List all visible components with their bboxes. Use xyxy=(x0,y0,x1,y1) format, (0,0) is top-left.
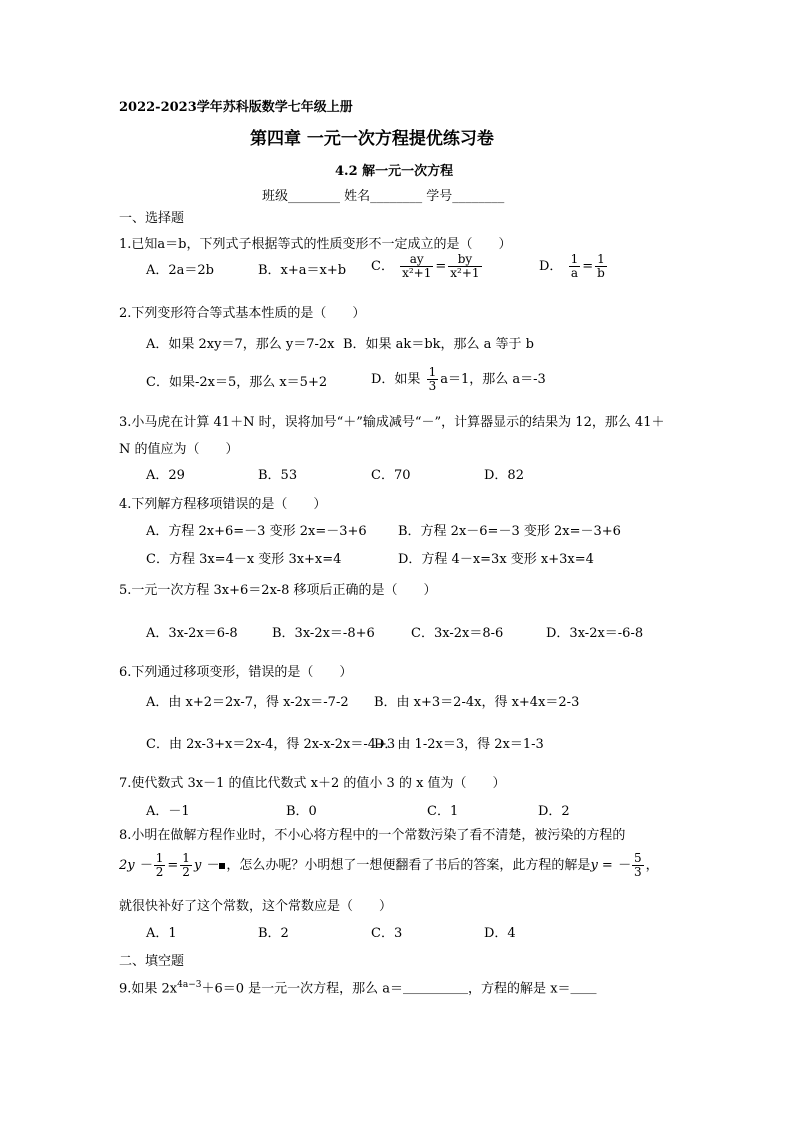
q4-option-b: B．方程 2x－6=－3 变形 2x=－3+6 xyxy=(398,524,621,539)
question-9-stem xyxy=(119,981,597,995)
q8-option-a: A．1 xyxy=(146,926,177,941)
question-1-stem: 1.已知a＝b，下列式子根据等式的性质变形不一定成立的是（ ） xyxy=(119,237,512,252)
q6-option-a: A．由 x+2＝2x-7，得 x-2x＝-7-2 xyxy=(146,695,349,710)
q1-option-c-label: C． xyxy=(371,259,394,275)
q2-option-c: C．如果-2x＝5，那么 x＝5+2 xyxy=(146,375,328,390)
section-heading-choice: 一、选择题 xyxy=(119,211,185,226)
section-title: 4.2 解一元一次方程 xyxy=(335,164,454,179)
numerator: ay xyxy=(400,253,433,267)
question-5-stem: 5.一元一次方程 3x+6＝2x-8 移项后正确的是（ ） xyxy=(119,583,437,598)
q2-option-a: A．如果 2xy＝7，那么 y＝7-2x xyxy=(146,337,335,352)
q6-option-d: D．由 1-2x＝3，得 2x＝1-3 xyxy=(374,737,544,752)
q8-option-b: B．2 xyxy=(258,926,289,941)
q6-option-b: B．由 x+3＝2-4x，得 x+4x＝2-3 xyxy=(374,695,580,710)
q1-option-d xyxy=(539,253,609,280)
ink-blot-icon xyxy=(219,863,225,869)
q3-option-b: B．53 xyxy=(258,468,298,483)
numerator: 1 xyxy=(155,851,164,865)
fraction xyxy=(595,253,607,280)
denominator: 2 xyxy=(182,865,190,880)
equation-part: 2y － xyxy=(119,858,152,874)
equation-part: y － xyxy=(193,858,219,874)
q7-option-b: B．0 xyxy=(286,804,317,819)
q4-option-a: A．方程 2x+6=－3 变形 2x=－3+6 xyxy=(146,524,367,539)
q5-option-a: A．3x-2x＝6-8 xyxy=(146,626,238,641)
fraction xyxy=(569,253,581,280)
numerator: 5 xyxy=(633,851,642,865)
numerator: 1 xyxy=(570,252,579,266)
question-3-stem-line1: 3.小马虎在计算 41＋N 时，误将加号“＋”输成减号“－”，计算器显示的结果为 12，那么 41＋ xyxy=(119,415,665,430)
q2-option-d xyxy=(371,366,546,393)
denominator: b xyxy=(597,266,605,281)
question-8-stem-line2: ，怎么办呢？小明想了一想便翻看了书后的答案，此方程的解是 xyxy=(226,858,591,874)
equals-sign: = xyxy=(167,858,179,874)
fraction xyxy=(154,852,166,879)
q2-option-b: B．如果 ak＝bk，那么 a 等于 b xyxy=(343,337,534,352)
solution-suffix: ， xyxy=(645,858,659,874)
q2-option-d-rest: a＝1，那么 a＝-3 xyxy=(440,372,546,388)
numerator: 1 xyxy=(595,253,607,267)
q5-option-c: C．3x-2x＝8-6 xyxy=(411,626,504,641)
question-4-stem: 4.下列解方程移项错误的是（ ） xyxy=(119,497,327,512)
question-9-start: 9.如果 2x xyxy=(119,981,178,997)
question-6-stem: 6.下列通过移项变形，错误的是（ ） xyxy=(119,665,353,680)
q7-option-a: A．－1 xyxy=(146,804,190,819)
student-info-line: 班级________ 姓名________ 学号________ xyxy=(262,189,505,204)
series-title: 2022-2023学年苏科版数学七年级上册 xyxy=(119,100,353,115)
solution-prefix: y = － xyxy=(590,858,630,874)
q6-option-c: C．由 2x-3+x＝2x-4，得 2x-x-2x＝-4+3 xyxy=(146,737,396,752)
question-9-end: ＋6＝0 是一元一次方程，那么 a＝＿＿＿＿＿，方程的解是 x＝＿＿ xyxy=(201,981,597,997)
question-8-stem-line1: 8.小明在做解方程作业时，不小心将方程中的一个常数污染了看不清楚，被污染的方程的 xyxy=(119,828,626,843)
question-3-stem-line2: N 的值应为（ ） xyxy=(119,442,239,457)
q7-option-d: D．2 xyxy=(538,804,570,819)
denominator: x²+1 xyxy=(450,266,480,281)
q1-option-a: A．2a＝2b xyxy=(146,263,215,278)
q8-option-c: C．3 xyxy=(371,926,403,941)
denominator: x²+1 xyxy=(402,266,432,281)
question-9-exponent: 4a−3 xyxy=(177,980,202,990)
question-2-stem: 2.下列变形符合等式基本性质的是（ ） xyxy=(119,306,366,321)
q8-option-d: D．4 xyxy=(484,926,516,941)
equals-sign: = xyxy=(435,259,447,275)
numerator: 1 xyxy=(428,365,437,379)
numerator: by xyxy=(448,253,481,267)
q1-option-b: B．x+a＝x+b xyxy=(258,263,347,278)
question-7-stem: 7.使代数式 3x－1 的值比代数式 x＋2 的值小 3 的 x 值为（ ） xyxy=(119,776,506,791)
q3-option-c: C．70 xyxy=(371,468,411,483)
section-heading-fill: 二、填空题 xyxy=(119,954,185,969)
fraction xyxy=(632,852,644,879)
denominator: 3 xyxy=(633,865,642,880)
q4-option-d: D．方程 4－x=3x 变形 x+3x=4 xyxy=(398,552,594,567)
q7-option-c: C．1 xyxy=(427,804,459,819)
q2-option-d-label: D．如果 xyxy=(371,372,421,388)
q3-option-a: A．29 xyxy=(146,468,185,483)
question-8-equation-line xyxy=(119,852,659,879)
fraction xyxy=(180,852,192,879)
q4-option-c: C．方程 3x=4－x 变形 3x+x=4 xyxy=(146,552,342,567)
question-8-stem-line3: 就很快补好了这个常数，这个常数应是（ ） xyxy=(119,899,393,914)
equals-sign: = xyxy=(582,259,594,275)
q1-option-c xyxy=(371,253,484,280)
q1-option-d-label: D． xyxy=(539,259,563,275)
denominator: 3 xyxy=(428,379,437,394)
denominator: a xyxy=(570,266,578,281)
q5-option-d: D．3x-2x＝-6-8 xyxy=(546,626,644,641)
numerator: 1 xyxy=(182,851,190,865)
q5-option-b: B．3x-2x＝-8+6 xyxy=(272,626,375,641)
denominator: 2 xyxy=(155,865,164,880)
fraction xyxy=(448,253,481,280)
fraction xyxy=(400,253,433,280)
chapter-title: 第四章 一元一次方程提优练习卷 xyxy=(250,129,494,149)
q3-option-d: D．82 xyxy=(484,468,524,483)
fraction xyxy=(427,366,439,393)
